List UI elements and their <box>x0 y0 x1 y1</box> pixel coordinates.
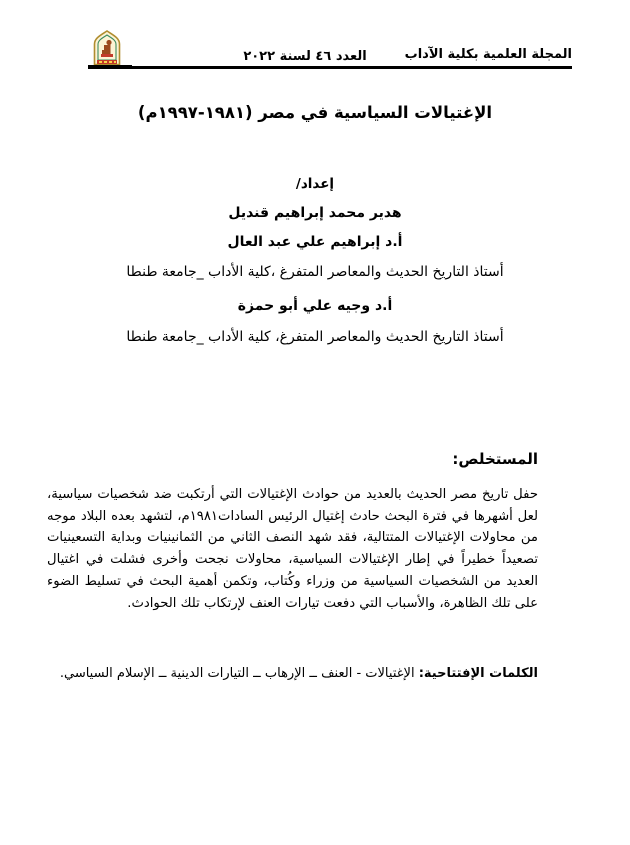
supervisor1-name: أ.د إبراهيم علي عبد العال <box>227 234 403 250</box>
keywords-label: الكلمات الإفتتاحية: <box>418 666 538 681</box>
article-title: الإغتيالات السياسية في مصر (١٩٨١-١٩٩٧م) <box>137 103 493 122</box>
supervisor2-affiliation: أستاذ التاريخ الحديث والمعاصر المتفرغ، كلية الأداب _جامعة طنطا <box>126 329 504 345</box>
journal-name: المجلة العلمية بكلية الآداب <box>404 47 572 62</box>
header-rule <box>90 66 572 69</box>
supervisor2-name: أ.د وجيه علي أبو حمزة <box>237 298 393 314</box>
abstract-text: حفل تاريخ مصر الحديث بالعديد من حوادث الإغتيالات التي أرتكبت ضد شخصيات سياسية، لعل أشهرها في فترة البحث حادث إغتيال الرئيس السادات١٩٨١م، لتشهد بعده البلاد موجه من محاولات الإغتيالات المتتالية، فقد شهد النصف الثاني من الثمانينيات وبداية التسعينيات تصعيداً خطيراً في إطار الإغتيالات السياسية، محاولات نجحت وأخرى فشلت في اغتيال العديد من الشخصيات السياسية من وزراء وكُتاب، وتكمن أهمية البحث في تسليط الضوء على تلك الظاهرة، والأسباب التي دفعت تيارات العنف لإرتكاب تلك الحوادث. <box>47 487 538 611</box>
supervisor1-affiliation: أستاذ التاريخ الحديث والمعاصر المتفرغ ،كلية الأداب _جامعة طنطا <box>126 264 504 280</box>
prepared-by-label: إعداد/ <box>295 176 335 192</box>
keywords-line <box>30 666 538 681</box>
issue-number: العدد ٤٦ لسنة ٢٠٢٢ <box>243 49 367 64</box>
author-name: هدير محمد إبراهيم قنديل <box>228 205 402 221</box>
keywords-text: الإغتيالات - العنف ــ الإرهاب ــ التيارات الدينية ــ الإسلام السياسي. <box>59 666 419 681</box>
faculty-emblem-icon <box>92 30 122 67</box>
abstract-heading: المستخلص: <box>452 450 538 468</box>
